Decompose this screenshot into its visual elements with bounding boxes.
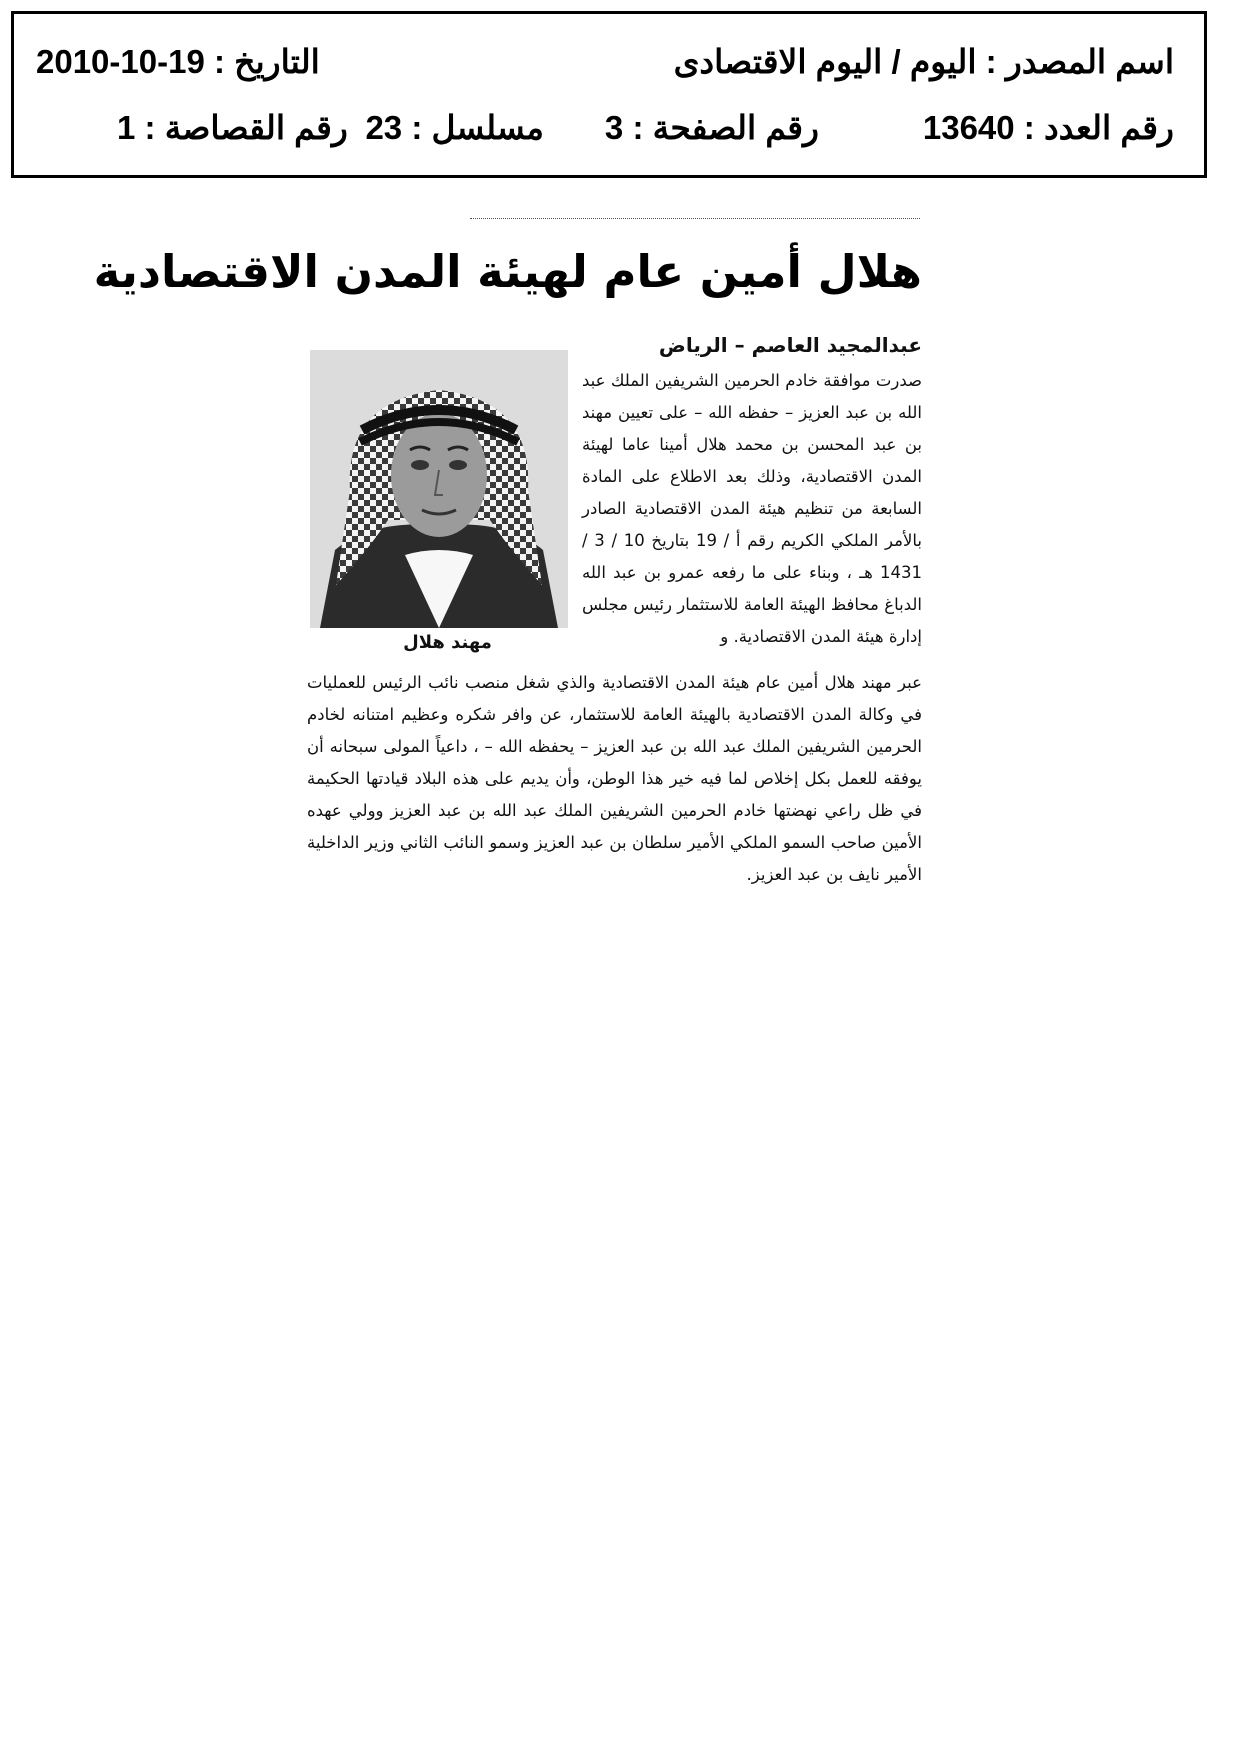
- serial-field: مسلسل : 23: [365, 109, 544, 146]
- source-value: اليوم / اليوم الاقتصادى: [673, 43, 977, 80]
- clip-number-field: رقم القصاصة : 1: [117, 109, 348, 146]
- article-byline: عبدالمجيد العاصم – الرياض: [658, 333, 922, 357]
- clipping-metadata-box: [11, 11, 1207, 178]
- clip-number-value: 1: [117, 109, 136, 146]
- page-label: رقم الصفحة: [652, 109, 819, 146]
- source-label: اسم المصدر: [1005, 43, 1174, 80]
- article-paragraph-2: عبر مهند هلال أمين عام هيئة المدن الاقتصادية والذي شغل منصب نائب الرئيس للعمليات في وكالة المدن الاقتصادية بالهيئة العامة للاستثمار، عن وافر شكره وعظيم امتنانه لخادم الحرمين الشريفين الملك عبد الله بن عبد العزيز – يحفظه الله – ، داعياً المولى سبحانه أن يوفقه للعمل بكل إخلاص لما فيه خير هذا الوطن، وأن يديم على هذه البلاد قيادتها الحكيمة في ظل راعي نهضتها خادم الحرمين الشريفين الملك عبد الله بن عبد العزيز وولي عهده الأمين صاحب السمو الملكي الأمير سلطان بن عبد العزيز وسمو النائب الثاني وزير الداخلية الأمير نايف بن عبد العزيز.: [307, 673, 922, 884]
- issue-field: رقم العدد : 13640: [922, 109, 1174, 146]
- page-value: 3: [604, 109, 624, 146]
- date-label: التاريخ: [234, 43, 320, 80]
- serial-value: 23: [365, 109, 403, 146]
- photo-caption: مهند هلال: [403, 632, 492, 653]
- date-value: 2010-10-19: [36, 43, 205, 80]
- clipping-top-rule: [470, 218, 920, 219]
- serial-label: مسلسل: [431, 109, 544, 146]
- issue-value: 13640: [922, 109, 1015, 146]
- source-field: اسم المصدر : اليوم / اليوم الاقتصادى: [673, 43, 1174, 80]
- article-headline: هلال أمين عام لهيئة المدن الاقتصادية: [93, 245, 922, 298]
- portrait-photo: [310, 350, 568, 628]
- newspaper-clipping: [93, 210, 940, 900]
- article-paragraph-1: صدرت موافقة خادم الحرمين الشريفين الملك عبد الله بن عبد العزيز – حفظه الله – على تعيين مهند بن عبد المحسن بن محمد هلال أمينا عاما لهيئة المدن الاقتصادية، وذلك بعد الاطلاع على المادة السابعة من تنظيم هيئة المدن الاقتصادية الصادر بالأمر الملكي الكريم رقم أ / 19 بتاريخ 10 / 3 / 1431 هـ ، وبناء على ما رفعه عمرو بن عبد الله الدباغ محافظ الهيئة العامة للاستثمار رئيس مجلس إدارة هيئة المدن الاقتصادية. و: [582, 371, 922, 646]
- clip-number-label: رقم القصاصة: [164, 109, 348, 146]
- page-field: رقم الصفحة : 3: [604, 109, 819, 146]
- issue-label: رقم العدد: [1043, 109, 1174, 146]
- portrait-illustration: [310, 350, 568, 628]
- date-field: التاريخ : 2010-10-19: [36, 43, 320, 80]
